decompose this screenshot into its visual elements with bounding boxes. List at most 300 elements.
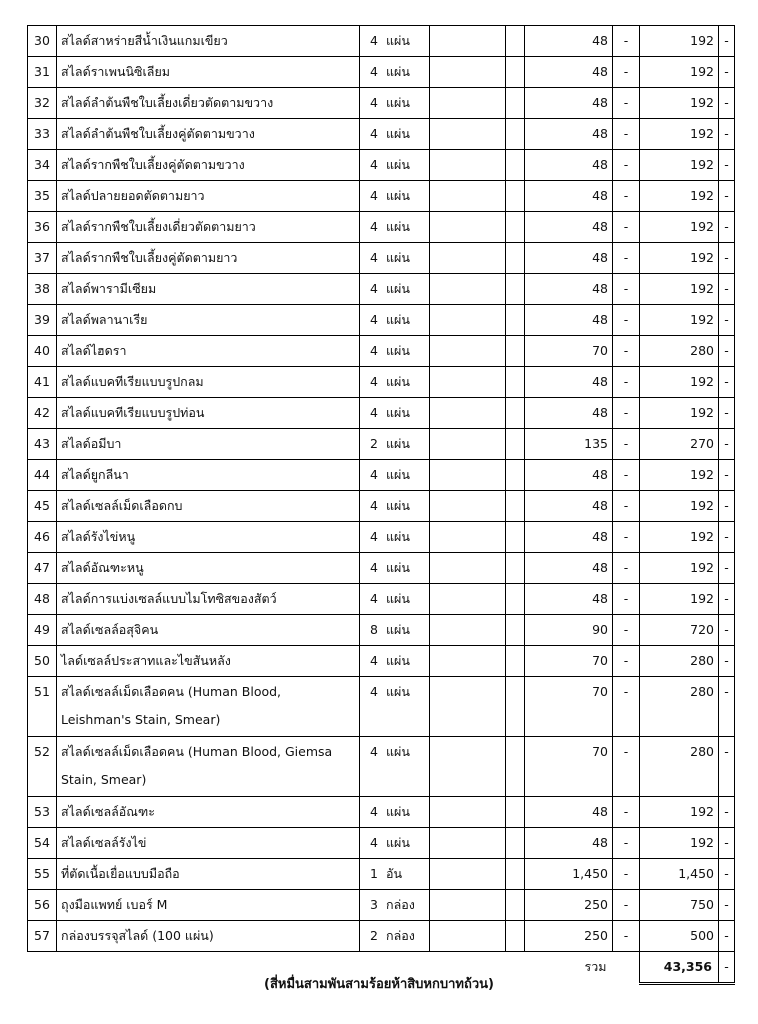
unit: แผ่น	[386, 374, 410, 389]
unit: กล่อง	[386, 928, 415, 943]
line-total: 1,450	[640, 859, 719, 890]
quantity: 4	[370, 684, 378, 699]
empty-cell	[430, 212, 506, 243]
unit-price: 48	[525, 243, 613, 274]
item-name: สไลด์เซลล์เม็ดเลือดกบ	[57, 491, 360, 522]
row-number: 46	[28, 522, 57, 553]
quantity-cell	[360, 305, 430, 336]
table-row	[28, 890, 735, 921]
unit-price: 135	[525, 429, 613, 460]
quantity: 2	[370, 436, 378, 451]
table-row	[28, 212, 735, 243]
unit-price-satang: -	[613, 553, 640, 584]
item-name: สไลด์เซลล์เม็ดเลือดคน (Human Blood, Leishman's Stain, Smear)	[57, 677, 360, 737]
item-name: สไลด์การแบ่งเซลล์แบบไมโทซิสของสัตว์	[57, 584, 360, 615]
item-name: ที่ตัดเนื้อเยื่อแบบมือถือ	[57, 859, 360, 890]
empty-cell	[430, 859, 506, 890]
row-number: 56	[28, 890, 57, 921]
table-row	[28, 584, 735, 615]
unit-price-satang: -	[613, 243, 640, 274]
unit: แผ่น	[386, 835, 410, 850]
quantity-cell	[360, 398, 430, 429]
empty-cell	[506, 243, 525, 274]
row-number: 36	[28, 212, 57, 243]
amount-in-words: (สี่หมื่นสามพันสามร้อยห้าสิบหกบาทถ้วน)	[264, 977, 494, 992]
empty-cell	[506, 797, 525, 828]
empty-cell	[506, 584, 525, 615]
item-name: กล่องบรรจุสไลด์ (100 แผ่น)	[57, 921, 360, 952]
row-number: 44	[28, 460, 57, 491]
unit-price-satang: -	[613, 797, 640, 828]
quantity-cell	[360, 150, 430, 181]
unit-price-satang: -	[613, 677, 640, 737]
row-number: 35	[28, 181, 57, 212]
line-total: 192	[640, 522, 719, 553]
empty-cell	[430, 646, 506, 677]
quantity: 4	[370, 343, 378, 358]
line-total-satang: -	[719, 737, 735, 797]
unit-price-satang: -	[613, 26, 640, 57]
unit-price: 48	[525, 797, 613, 828]
unit-price: 48	[525, 274, 613, 305]
quantity-cell	[360, 553, 430, 584]
quantity: 4	[370, 744, 378, 759]
quantity-cell	[360, 212, 430, 243]
empty-cell	[430, 921, 506, 952]
quantity: 4	[370, 835, 378, 850]
unit: แผ่น	[386, 64, 410, 79]
line-total: 192	[640, 57, 719, 88]
quantity-cell	[360, 646, 430, 677]
unit: แผ่น	[386, 33, 410, 48]
empty-cell	[430, 584, 506, 615]
unit: แผ่น	[386, 804, 410, 819]
line-total-satang: -	[719, 859, 735, 890]
unit-price-satang: -	[613, 921, 640, 952]
row-number: 33	[28, 119, 57, 150]
empty-cell	[430, 57, 506, 88]
item-name: สไลด์ราเพนนิซิเลียม	[57, 57, 360, 88]
unit-price-satang: -	[613, 367, 640, 398]
row-number: 45	[28, 491, 57, 522]
table-row	[28, 921, 735, 952]
line-total-satang: -	[719, 367, 735, 398]
unit-price-satang: -	[613, 88, 640, 119]
unit: แผ่น	[386, 591, 410, 606]
empty-cell	[506, 890, 525, 921]
unit-price: 48	[525, 828, 613, 859]
quantity-cell	[360, 737, 430, 797]
table-row	[28, 305, 735, 336]
line-total-satang: -	[719, 26, 735, 57]
item-name: สไลด์ปลายยอดตัดตามยาว	[57, 181, 360, 212]
unit: แผ่น	[386, 188, 410, 203]
items-table	[27, 25, 735, 985]
item-name: สไลด์รากพืชใบเลี้ยงคู่ตัดตามยาว	[57, 243, 360, 274]
unit-price-satang: -	[613, 398, 640, 429]
unit-price: 48	[525, 460, 613, 491]
line-total-satang: -	[719, 88, 735, 119]
table-row	[28, 181, 735, 212]
unit-price: 70	[525, 677, 613, 737]
table-row	[28, 429, 735, 460]
empty-cell	[506, 181, 525, 212]
empty-cell	[430, 677, 506, 737]
table-row	[28, 522, 735, 553]
empty-cell	[430, 890, 506, 921]
summary-label: รวม	[584, 959, 607, 974]
empty-cell	[430, 26, 506, 57]
line-total-satang: -	[719, 584, 735, 615]
empty-cell	[430, 305, 506, 336]
unit: แผ่น	[386, 126, 410, 141]
empty-cell	[430, 274, 506, 305]
line-total: 192	[640, 119, 719, 150]
line-total-satang: -	[719, 336, 735, 367]
empty-cell	[430, 88, 506, 119]
line-total-satang: -	[719, 828, 735, 859]
empty-cell	[506, 460, 525, 491]
table-row	[28, 88, 735, 119]
unit-price: 48	[525, 181, 613, 212]
empty-cell	[506, 737, 525, 797]
unit-price-satang: -	[613, 491, 640, 522]
line-total: 280	[640, 737, 719, 797]
unit: แผ่น	[386, 560, 410, 575]
quantity-cell	[360, 797, 430, 828]
line-total: 192	[640, 828, 719, 859]
unit: กล่อง	[386, 897, 415, 912]
line-total-satang: -	[719, 615, 735, 646]
empty-cell	[506, 305, 525, 336]
quantity-cell	[360, 890, 430, 921]
line-total-satang: -	[719, 181, 735, 212]
unit: แผ่น	[386, 157, 410, 172]
empty-cell	[430, 429, 506, 460]
line-total-satang: -	[719, 677, 735, 737]
table-row	[28, 615, 735, 646]
quantity: 3	[370, 897, 378, 912]
quantity-cell	[360, 367, 430, 398]
table-row	[28, 57, 735, 88]
table-row	[28, 491, 735, 522]
unit: อัน	[386, 866, 403, 881]
line-total-satang: -	[719, 797, 735, 828]
line-total: 192	[640, 243, 719, 274]
quantity-cell	[360, 429, 430, 460]
row-number: 51	[28, 677, 57, 737]
unit: แผ่น	[386, 312, 410, 327]
item-name: สไลด์ไฮดรา	[57, 336, 360, 367]
line-total: 192	[640, 181, 719, 212]
line-total-satang: -	[719, 522, 735, 553]
quantity: 4	[370, 64, 378, 79]
quantity: 1	[370, 866, 378, 881]
empty-cell	[506, 615, 525, 646]
empty-cell	[506, 26, 525, 57]
quantity: 4	[370, 219, 378, 234]
line-total: 192	[640, 212, 719, 243]
empty-cell	[506, 522, 525, 553]
unit-price-satang: -	[613, 305, 640, 336]
line-total: 192	[640, 491, 719, 522]
unit: แผ่น	[386, 529, 410, 544]
empty-cell	[430, 243, 506, 274]
table-row	[28, 367, 735, 398]
row-number: 52	[28, 737, 57, 797]
unit: แผ่น	[386, 405, 410, 420]
empty-cell	[430, 150, 506, 181]
item-name: สไลด์เซลล์อสุจิคน	[57, 615, 360, 646]
table-row	[28, 553, 735, 584]
unit-price: 70	[525, 737, 613, 797]
line-total-satang: -	[719, 119, 735, 150]
row-number: 41	[28, 367, 57, 398]
empty-cell	[430, 553, 506, 584]
empty-cell	[430, 336, 506, 367]
item-name: สไลด์พลานาเรีย	[57, 305, 360, 336]
item-name: สไลด์แบคทีเรียแบบรูปกลม	[57, 367, 360, 398]
quantity-cell	[360, 181, 430, 212]
unit-price-satang: -	[613, 646, 640, 677]
unit-price: 250	[525, 921, 613, 952]
quantity: 8	[370, 622, 378, 637]
line-total: 750	[640, 890, 719, 921]
empty-cell	[506, 429, 525, 460]
row-number: 48	[28, 584, 57, 615]
unit-price: 90	[525, 615, 613, 646]
quantity-cell	[360, 859, 430, 890]
empty-cell	[430, 491, 506, 522]
row-number: 34	[28, 150, 57, 181]
empty-cell	[506, 491, 525, 522]
unit-price: 250	[525, 890, 613, 921]
line-total-satang: -	[719, 429, 735, 460]
empty-cell	[506, 119, 525, 150]
unit-price: 48	[525, 522, 613, 553]
unit: แผ่น	[386, 95, 410, 110]
empty-cell	[506, 553, 525, 584]
unit-price: 48	[525, 26, 613, 57]
unit-price: 48	[525, 150, 613, 181]
summary-total-satang: -	[719, 952, 735, 984]
line-total-satang: -	[719, 243, 735, 274]
table-row	[28, 243, 735, 274]
line-total: 192	[640, 305, 719, 336]
unit-price-satang: -	[613, 584, 640, 615]
quantity-cell	[360, 243, 430, 274]
empty-cell	[506, 646, 525, 677]
item-name: สไลด์เซลล์อัณฑะ	[57, 797, 360, 828]
unit-price: 1,450	[525, 859, 613, 890]
line-total-satang: -	[719, 646, 735, 677]
line-total: 192	[640, 150, 719, 181]
empty-cell	[430, 119, 506, 150]
unit: แผ่น	[386, 250, 410, 265]
table-row	[28, 119, 735, 150]
line-total: 192	[640, 460, 719, 491]
empty-cell	[506, 150, 525, 181]
table-row	[28, 828, 735, 859]
line-total-satang: -	[719, 890, 735, 921]
line-total-satang: -	[719, 150, 735, 181]
unit-price: 48	[525, 553, 613, 584]
quantity: 4	[370, 467, 378, 482]
unit-price-satang: -	[613, 828, 640, 859]
quantity: 4	[370, 250, 378, 265]
row-number: 43	[28, 429, 57, 460]
unit-price: 48	[525, 398, 613, 429]
quantity-cell	[360, 88, 430, 119]
item-name: ถุงมือแพทย์ เบอร์ M	[57, 890, 360, 921]
empty-cell	[506, 828, 525, 859]
line-total-satang: -	[719, 921, 735, 952]
unit-price: 48	[525, 88, 613, 119]
quantity-cell	[360, 274, 430, 305]
quantity: 4	[370, 188, 378, 203]
row-number: 31	[28, 57, 57, 88]
item-name: สไลด์อัณฑะหนู	[57, 553, 360, 584]
quantity: 4	[370, 405, 378, 420]
unit: แผ่น	[386, 343, 410, 358]
unit-price: 48	[525, 584, 613, 615]
unit-price-satang: -	[613, 181, 640, 212]
unit-price: 48	[525, 367, 613, 398]
row-number: 54	[28, 828, 57, 859]
unit: แผ่น	[386, 219, 410, 234]
row-number: 40	[28, 336, 57, 367]
unit: แผ่น	[386, 684, 410, 699]
quantity: 2	[370, 928, 378, 943]
quantity: 4	[370, 126, 378, 141]
empty-cell	[430, 797, 506, 828]
quantity-cell	[360, 921, 430, 952]
row-number: 30	[28, 26, 57, 57]
unit: แผ่น	[386, 498, 410, 513]
quantity-cell	[360, 336, 430, 367]
quantity-cell	[360, 677, 430, 737]
line-total-satang: -	[719, 212, 735, 243]
row-number: 49	[28, 615, 57, 646]
table-row	[28, 398, 735, 429]
unit-price-satang: -	[613, 119, 640, 150]
unit-price-satang: -	[613, 522, 640, 553]
line-total-satang: -	[719, 491, 735, 522]
empty-cell	[506, 677, 525, 737]
row-number: 32	[28, 88, 57, 119]
quantity: 4	[370, 529, 378, 544]
row-number: 55	[28, 859, 57, 890]
table-row	[28, 797, 735, 828]
unit-price: 48	[525, 57, 613, 88]
quantity: 4	[370, 95, 378, 110]
unit: แผ่น	[386, 281, 410, 296]
table-row	[28, 26, 735, 57]
quantity: 4	[370, 157, 378, 172]
line-total: 192	[640, 367, 719, 398]
item-name: สไลด์อมีบา	[57, 429, 360, 460]
unit-price-satang: -	[613, 890, 640, 921]
line-total: 192	[640, 398, 719, 429]
quantity-cell	[360, 26, 430, 57]
line-total-satang: -	[719, 398, 735, 429]
unit: แผ่น	[386, 467, 410, 482]
item-name: ไลด์เซลล์ประสาทและไขสันหลัง	[57, 646, 360, 677]
line-total: 192	[640, 584, 719, 615]
item-name: สไลด์รากพืชใบเลี้ยงเดี่ยวตัดตามยาว	[57, 212, 360, 243]
line-total-satang: -	[719, 305, 735, 336]
unit-price: 48	[525, 212, 613, 243]
empty-cell	[430, 615, 506, 646]
unit-price: 48	[525, 491, 613, 522]
empty-cell	[430, 737, 506, 797]
empty-cell	[430, 398, 506, 429]
quantity: 4	[370, 591, 378, 606]
item-name: สไลด์เซลล์รังไข่	[57, 828, 360, 859]
quantity: 4	[370, 653, 378, 668]
table-row	[28, 677, 735, 737]
empty-cell	[506, 57, 525, 88]
table-body	[28, 26, 735, 952]
empty-cell	[430, 460, 506, 491]
row-number: 50	[28, 646, 57, 677]
line-total: 280	[640, 677, 719, 737]
line-total: 720	[640, 615, 719, 646]
summary-total: 43,356	[640, 952, 719, 984]
quantity: 4	[370, 498, 378, 513]
line-total: 280	[640, 646, 719, 677]
line-total: 192	[640, 26, 719, 57]
table-row	[28, 737, 735, 797]
row-number: 38	[28, 274, 57, 305]
item-name: สไลด์ลำต้นพืชใบเลี้ยงคู่ตัดตามขวาง	[57, 119, 360, 150]
empty-cell	[506, 921, 525, 952]
table-row	[28, 150, 735, 181]
line-total-satang: -	[719, 274, 735, 305]
row-number: 42	[28, 398, 57, 429]
line-total: 192	[640, 274, 719, 305]
quantity-cell	[360, 584, 430, 615]
empty-cell	[506, 212, 525, 243]
line-total-satang: -	[719, 57, 735, 88]
item-name: สไลด์รากพืชใบเลี้ยงคู่ตัดตามขวาง	[57, 150, 360, 181]
line-total: 270	[640, 429, 719, 460]
line-total: 192	[640, 88, 719, 119]
line-total-satang: -	[719, 553, 735, 584]
unit-price: 70	[525, 646, 613, 677]
quantity: 4	[370, 33, 378, 48]
unit-price-satang: -	[613, 274, 640, 305]
unit-price-satang: -	[613, 429, 640, 460]
unit-price-satang: -	[613, 57, 640, 88]
item-name: สไลด์สาหร่ายสีน้ำเงินแกมเขียว	[57, 26, 360, 57]
unit-price: 48	[525, 305, 613, 336]
item-name: สไลด์เซลล์เม็ดเลือดคน (Human Blood, Giemsa Stain, Smear)	[57, 737, 360, 797]
item-name: สไลด์พารามีเซียม	[57, 274, 360, 305]
empty-cell	[430, 181, 506, 212]
quantity: 4	[370, 281, 378, 296]
quantity-cell	[360, 828, 430, 859]
unit: แผ่น	[386, 436, 410, 451]
line-total: 192	[640, 797, 719, 828]
quantity: 4	[370, 374, 378, 389]
line-total: 500	[640, 921, 719, 952]
line-total-satang: -	[719, 460, 735, 491]
empty-cell	[506, 859, 525, 890]
quantity: 4	[370, 560, 378, 575]
empty-cell	[506, 398, 525, 429]
quantity-cell	[360, 57, 430, 88]
